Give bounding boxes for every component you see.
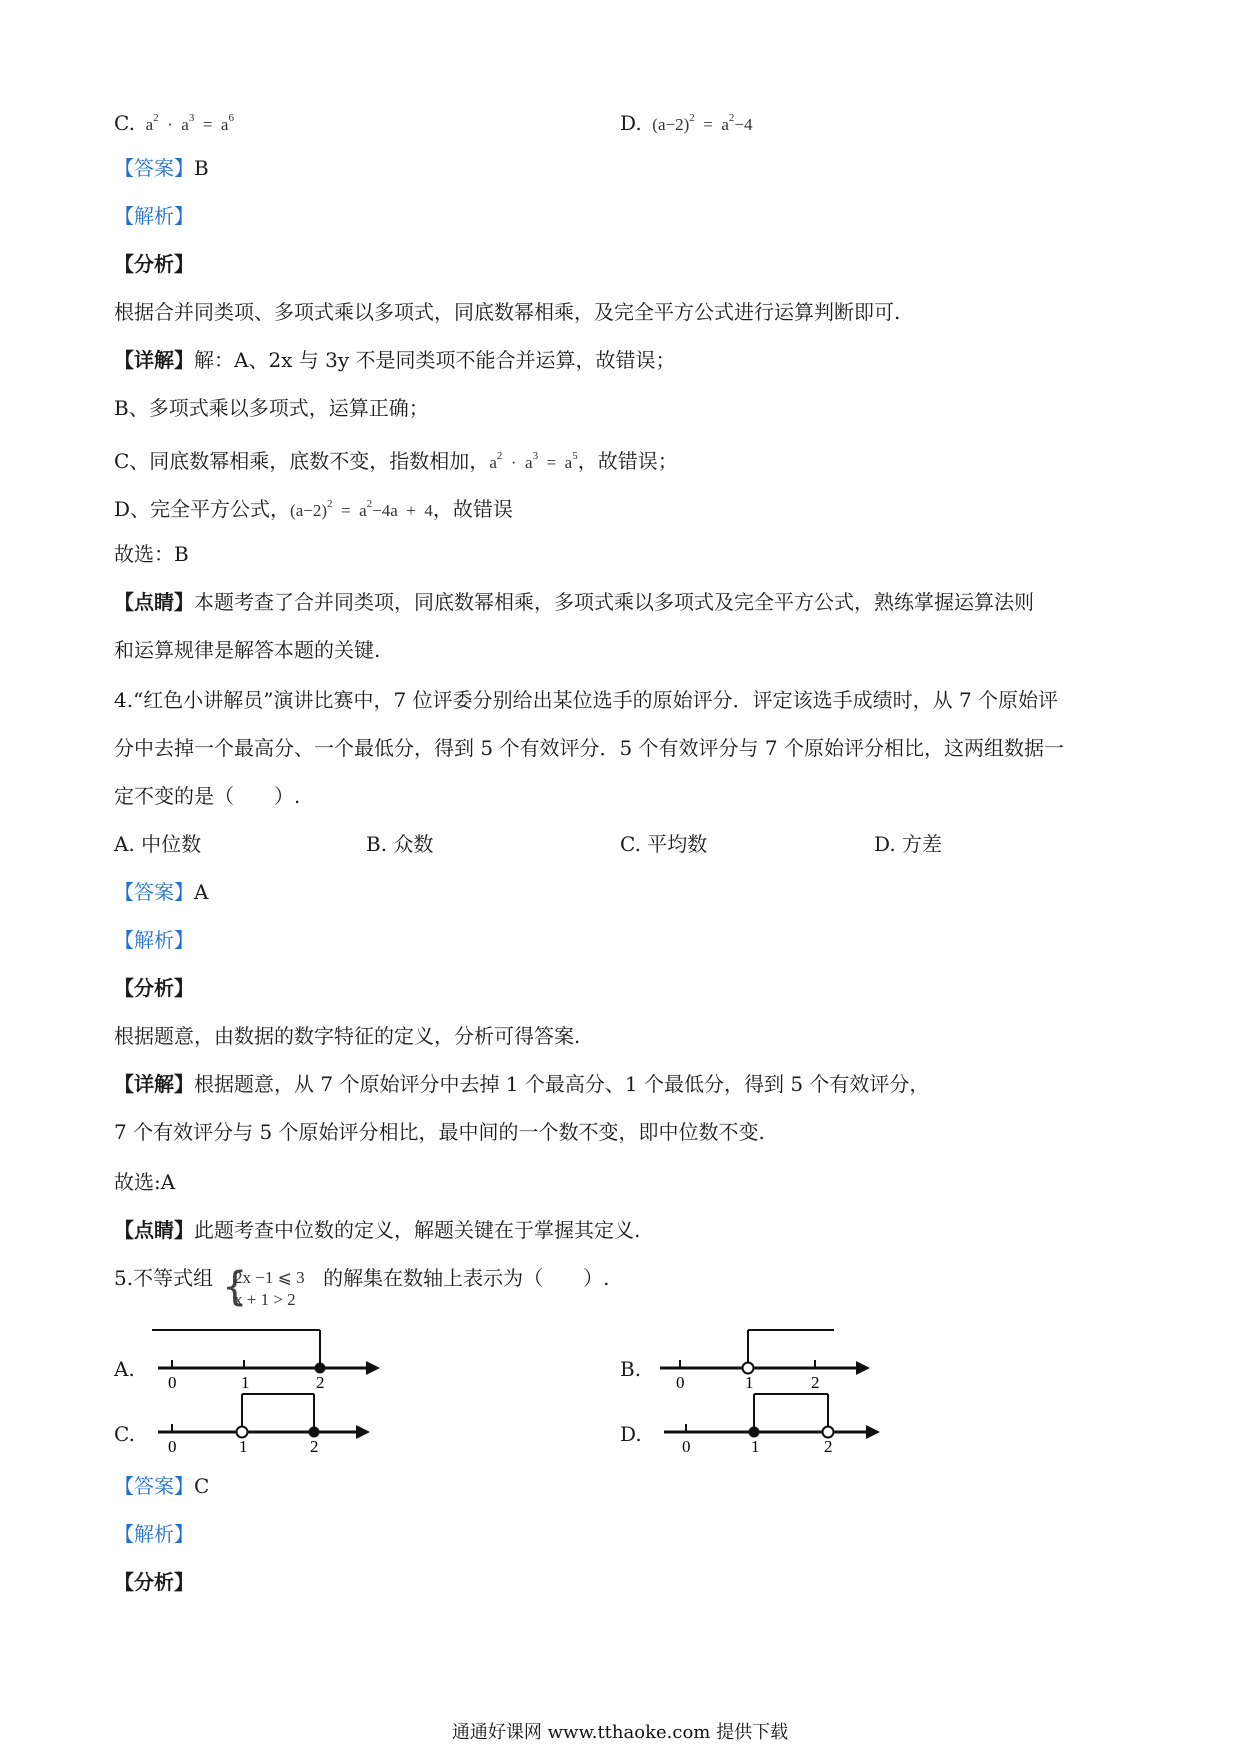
hollow-point xyxy=(237,1427,248,1438)
q4-fenxi-text: 根据题意，由数据的数字特征的定义，分析可得答案. xyxy=(114,1024,581,1048)
q5-option-b-letter: B. xyxy=(620,1357,642,1381)
stem-text: 的解集在数轴上表示为（ ）. xyxy=(323,1266,610,1290)
q4-stem-1: 4.“红色小讲解员”演讲比赛中，7 位评委分别给出某位选手的原始评分．评定该选手成绩时，从 7 个原始评 xyxy=(114,688,1059,712)
answer-value: A xyxy=(194,880,209,904)
q4-fenxi-label: 【分析】 xyxy=(114,976,194,1000)
option-letter: C. xyxy=(114,111,135,135)
q5-answer xyxy=(114,1472,209,1500)
comment-label: 【点睛】 xyxy=(114,590,194,614)
detail-label: 【详解】 xyxy=(114,348,194,372)
q5-option-c-letter: C. xyxy=(114,1422,135,1446)
q4-option-b: B. 众数 xyxy=(366,832,434,856)
comment-label: 【点睛】 xyxy=(114,1218,194,1242)
detail-text: 根据题意，从 7 个原始评分中去掉 1 个最高分、1 个最低分，得到 5 个有效评分， xyxy=(194,1072,930,1096)
page-footer: 通通好课网 www.tthaoke.com 提供下载 xyxy=(451,1722,789,1743)
answer-value: C xyxy=(194,1474,210,1498)
hollow-point xyxy=(743,1363,754,1374)
tick-label: 1 xyxy=(241,1373,250,1390)
tick-label: 2 xyxy=(811,1373,820,1390)
tick-label: 2 xyxy=(310,1437,319,1454)
arrow-icon xyxy=(356,1425,370,1439)
q4-detail-2: 7 个有效评分与 5 个原始评分相比，最中间的一个数不变，即中位数不变. xyxy=(114,1120,765,1144)
q4-stem-2: 分中去掉一个最高分、一个最低分，得到 5 个有效评分．5 个有效评分与 7 个原始评分相比，这两组数据一 xyxy=(114,736,1064,760)
q4-detail-1 xyxy=(114,1070,929,1098)
q5-stem xyxy=(114,1264,609,1292)
comment-text: 本题考查了合并同类项，同底数幂相乘，多项式乘以多项式及完全平方公式，熟练掌握运算法则 xyxy=(194,590,1034,614)
q5-inequality-system xyxy=(222,1264,332,1316)
comment-text: 此题考查中位数的定义，解题关键在于掌握其定义. xyxy=(194,1218,641,1242)
tick-label: 1 xyxy=(239,1437,248,1454)
q4-stem-3: 定不变的是（ ）. xyxy=(114,784,301,808)
tick-label: 0 xyxy=(168,1373,177,1390)
arrow-icon xyxy=(366,1361,380,1375)
tick-label: 2 xyxy=(316,1373,325,1390)
q3-answer xyxy=(114,154,209,182)
math-expression: $(a-2)^2 = a^2-4a + 4$ xyxy=(290,498,433,520)
stem-text: 5.不等式组 xyxy=(114,1266,214,1290)
answer-value: B xyxy=(194,156,209,180)
detail-text: D、完全平方公式， xyxy=(114,497,291,521)
tick-label: 0 xyxy=(676,1373,685,1390)
solid-point xyxy=(309,1427,320,1438)
detail-text: C、同底数幂相乘，底数不变，指数相加， xyxy=(114,449,490,473)
detail-label: 【详解】 xyxy=(114,1072,194,1096)
q4-option-d: D. 方差 xyxy=(874,832,943,856)
q5-option-b-numberline xyxy=(650,1320,880,1390)
q5-option-d-letter: D. xyxy=(620,1422,642,1446)
q4-option-a: A. 中位数 xyxy=(114,832,202,856)
q4-option-c: C. 平均数 xyxy=(620,832,708,856)
q3-option-d xyxy=(620,104,753,139)
q3-comment-1 xyxy=(114,588,1034,616)
detail-text: 解：A、2x 与 3y 不是同类项不能合并运算，故错误； xyxy=(194,348,676,372)
answer-label: 【答案】 xyxy=(114,880,194,904)
detail-text: ，故错误； xyxy=(577,449,678,473)
q3-analysis-label: 【解析】 xyxy=(114,204,194,228)
q5-fenxi-label: 【分析】 xyxy=(114,1570,194,1594)
q5-option-a-letter: A. xyxy=(114,1357,135,1381)
q3-detail-b: B、多项式乘以多项式，运算正确； xyxy=(114,396,429,420)
q5-analysis-label: 【解析】 xyxy=(114,1522,194,1546)
answer-label: 【答案】 xyxy=(114,1474,194,1498)
solid-point xyxy=(315,1363,326,1374)
inequality-1: 2x −1 ⩽ 3 xyxy=(234,1268,305,1287)
hollow-point xyxy=(823,1427,834,1438)
tick-label: 1 xyxy=(751,1437,760,1454)
q3-detail-a xyxy=(114,346,676,374)
tick-label: 2 xyxy=(824,1437,833,1454)
q3-option-c xyxy=(114,104,234,139)
math-expression: $a^2 \cdot a^3 = a^5$ xyxy=(489,450,578,472)
q3-comment-2: 和运算规律是解答本题的关键. xyxy=(114,638,381,662)
arrow-icon xyxy=(866,1425,880,1439)
q4-answer xyxy=(114,878,208,906)
q3-fenxi-label: 【分析】 xyxy=(114,252,194,276)
q3-choose: 故选：B xyxy=(114,542,189,566)
q4-comment xyxy=(114,1216,640,1244)
q4-analysis-label: 【解析】 xyxy=(114,928,194,952)
detail-text: ，故错误 xyxy=(432,497,513,521)
tick-label: 0 xyxy=(682,1437,691,1454)
arrow-icon xyxy=(856,1361,870,1375)
q5-option-d-numberline xyxy=(650,1384,890,1454)
option-letter: D. xyxy=(620,111,642,135)
math-expression: $a^2 \cdot a^3 = a^6$ xyxy=(141,112,234,134)
q3-fenxi-text: 根据合并同类项、多项式乘以多项式，同底数幂相乘，及完全平方公式进行运算判断即可. xyxy=(114,300,901,324)
q4-choose: 故选:A xyxy=(114,1170,176,1194)
brace-icon: { xyxy=(222,1264,248,1310)
q3-detail-d xyxy=(114,490,513,525)
solid-point xyxy=(749,1427,760,1438)
inequality-2: x + 1 > 2 xyxy=(234,1290,296,1309)
q3-detail-c xyxy=(114,442,678,477)
tick-label: 1 xyxy=(745,1373,754,1390)
q5-option-a-numberline xyxy=(140,1320,390,1390)
answer-label: 【答案】 xyxy=(114,156,194,180)
q5-option-c-numberline xyxy=(140,1384,380,1454)
tick-label: 0 xyxy=(168,1437,177,1454)
math-expression: $(a-2)^2 = a^2-4$ xyxy=(648,112,753,134)
